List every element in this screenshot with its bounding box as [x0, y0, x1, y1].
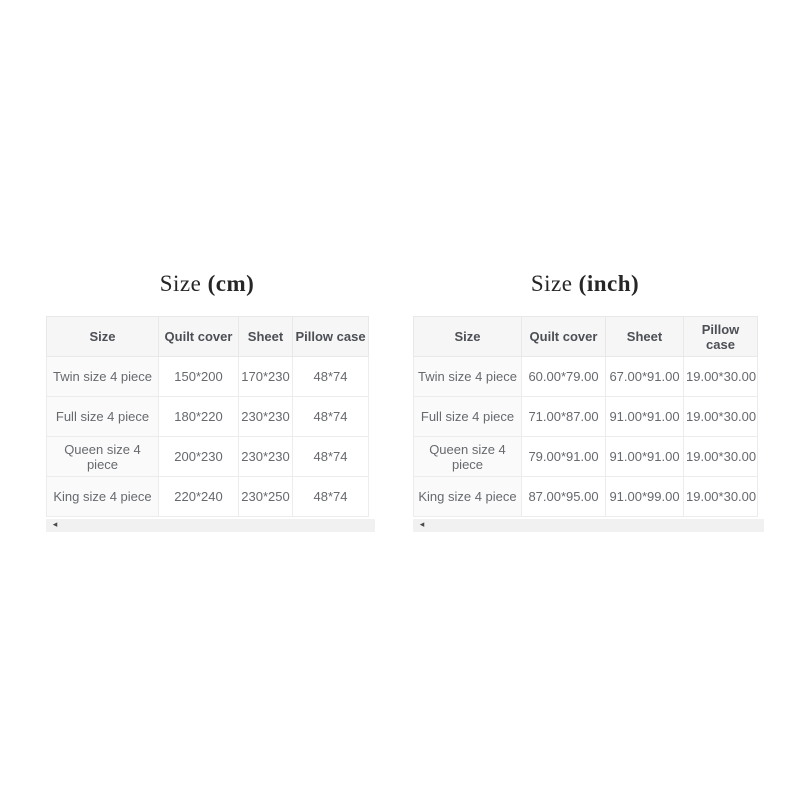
pillow-case-cell: 48*74	[293, 397, 369, 437]
col-header-sheet: Sheet	[239, 317, 293, 357]
quilt-cover-cell: 71.00*87.00	[522, 397, 606, 437]
sheet-cell: 91.00*91.00	[606, 437, 684, 477]
size-label-cell: King size 4 piece	[47, 477, 159, 517]
quilt-cover-cell: 220*240	[159, 477, 239, 517]
pillow-case-cell: 19.00*30.00	[684, 357, 758, 397]
size-label-cell: Queen size 4 piece	[47, 437, 159, 477]
sheet-cell: 67.00*91.00	[606, 357, 684, 397]
size-cm-title	[46, 269, 368, 299]
pillow-case-cell: 48*74	[293, 477, 369, 517]
header-row	[47, 317, 369, 357]
size-label-cell: King size 4 piece	[414, 477, 522, 517]
size-cm-table	[46, 316, 369, 517]
sheet-cell: 91.00*99.00	[606, 477, 684, 517]
col-header-quilt-cover: Quilt cover	[159, 317, 239, 357]
size-label-cell: Twin size 4 piece	[414, 357, 522, 397]
pillow-case-cell: 19.00*30.00	[684, 477, 758, 517]
size-inch-title	[413, 269, 757, 299]
size-inch-title-text: Size	[530, 271, 579, 296]
size-label-cell: Twin size 4 piece	[47, 357, 159, 397]
size-cm-title-unit: (cm)	[207, 271, 255, 296]
sheet-cell: 170*230	[239, 357, 293, 397]
scroll-left-icon[interactable]: ◂	[52, 520, 58, 530]
size-inch-title-unit: (inch)	[578, 271, 640, 296]
table-row	[47, 397, 369, 437]
size-chart-inch	[413, 269, 757, 532]
table-row	[414, 357, 758, 397]
horizontal-scrollbar[interactable]	[413, 519, 764, 532]
size-cm-title-text: Size	[159, 271, 208, 296]
sheet-cell: 230*250	[239, 477, 293, 517]
col-header-size: Size	[47, 317, 159, 357]
col-header-pillow-case: Pillow case	[684, 317, 758, 357]
table-row	[414, 397, 758, 437]
col-header-size: Size	[414, 317, 522, 357]
quilt-cover-cell: 200*230	[159, 437, 239, 477]
scroll-left-icon[interactable]: ◂	[419, 520, 425, 530]
quilt-cover-cell: 150*200	[159, 357, 239, 397]
col-header-sheet: Sheet	[606, 317, 684, 357]
sheet-cell: 230*230	[239, 397, 293, 437]
size-label-cell: Queen size 4 piece	[414, 437, 522, 477]
size-label-cell: Full size 4 piece	[47, 397, 159, 437]
header-row	[414, 317, 758, 357]
quilt-cover-cell: 60.00*79.00	[522, 357, 606, 397]
quilt-cover-cell: 87.00*95.00	[522, 477, 606, 517]
col-header-pillow-case: Pillow case	[293, 317, 369, 357]
quilt-cover-cell: 79.00*91.00	[522, 437, 606, 477]
size-chart-cm	[46, 269, 368, 532]
table-row	[47, 437, 369, 477]
pillow-case-cell: 19.00*30.00	[684, 437, 758, 477]
size-inch-table	[413, 316, 758, 517]
pillow-case-cell: 48*74	[293, 357, 369, 397]
pillow-case-cell: 19.00*30.00	[684, 397, 758, 437]
sheet-cell: 91.00*91.00	[606, 397, 684, 437]
table-row	[414, 477, 758, 517]
size-label-cell: Full size 4 piece	[414, 397, 522, 437]
table-row	[47, 357, 369, 397]
col-header-quilt-cover: Quilt cover	[522, 317, 606, 357]
table-row	[47, 477, 369, 517]
pillow-case-cell: 48*74	[293, 437, 369, 477]
horizontal-scrollbar[interactable]	[46, 519, 375, 532]
table-row	[414, 437, 758, 477]
sheet-cell: 230*230	[239, 437, 293, 477]
quilt-cover-cell: 180*220	[159, 397, 239, 437]
